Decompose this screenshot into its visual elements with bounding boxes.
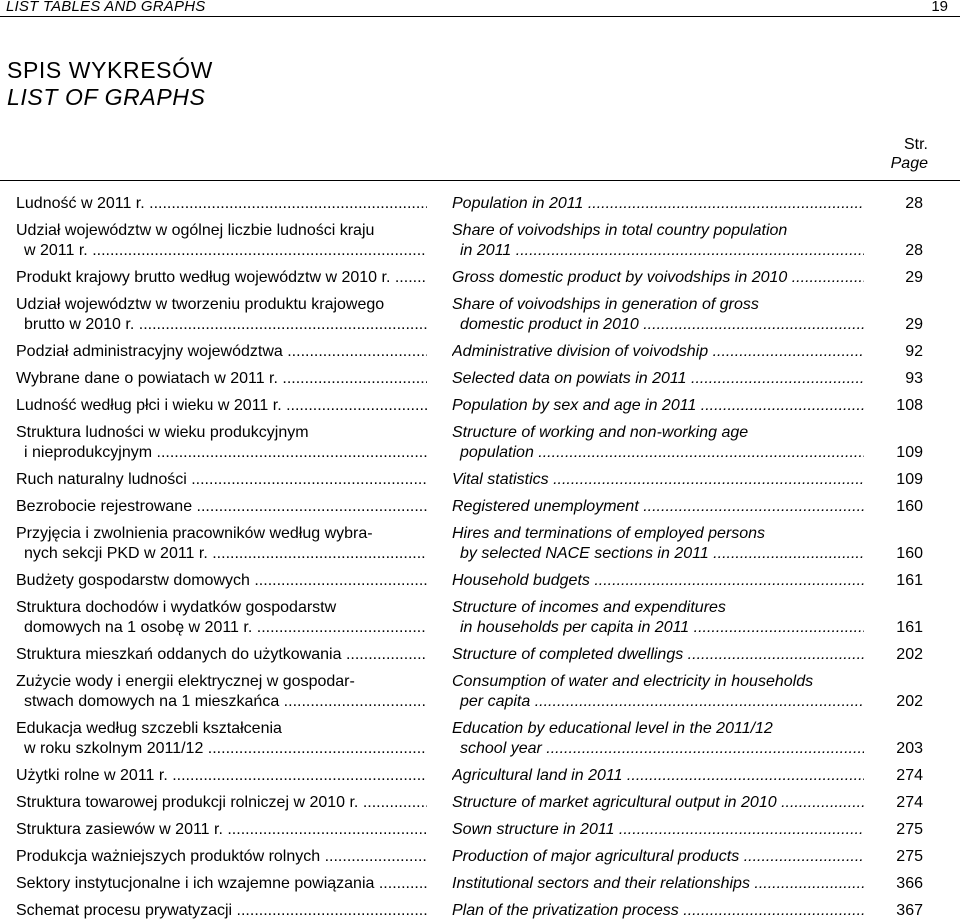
entry-line-english: Gross domestic product by voivodships in 2010 ..... (452, 268, 864, 288)
entry-line-polish: Podział administracyjny województwa ..... (16, 342, 427, 362)
entry-title-polish (0, 793, 427, 820)
entry-line-english: domestic product in 2010 ..... (452, 315, 864, 335)
entry-line-polish: Struktura dochodów i wydatków gospodarstw (16, 599, 337, 616)
entry-line-polish: Produkt krajowy brutto według województw w 2010 r. ..... (16, 268, 427, 288)
entry-title-polish (0, 497, 427, 524)
entry-line-polish: Sektory instytucjonalne i ich wzajemne powiązania ..... (16, 874, 427, 894)
entry-page-number: 275 (896, 848, 923, 865)
entry-page-number: 275 (896, 821, 923, 838)
entry-line-polish: Udział województw w ogólnej liczbie ludności kraju (16, 222, 375, 239)
entry-line-english: Share of voivodships in total country population (452, 222, 788, 239)
entry-page-number: 28 (905, 242, 923, 259)
entry-title-polish (0, 470, 427, 497)
entry-page-number: 28 (905, 195, 923, 212)
entry-title-polish (0, 268, 427, 295)
entry-line-english: Structure of working and non-working age (452, 424, 749, 441)
list-item[interactable] (0, 719, 960, 766)
entry-title-polish (0, 571, 427, 598)
entry-line-polish: w roku szkolnym 2011/12 ..... (16, 739, 427, 759)
entry-line-polish: Schemat procesu prywatyzacji ..... (16, 901, 427, 921)
entry-page-number: 109 (896, 444, 923, 461)
entry-page-number: 160 (896, 545, 923, 562)
page-column-label-english: Page (890, 155, 928, 172)
list-item[interactable] (0, 369, 960, 396)
entry-line-english: Structure of market agricultural output in 2010 ..... (452, 793, 864, 813)
entry-line-english: Vital statistics ..... (452, 470, 864, 490)
list-item[interactable] (0, 672, 960, 719)
entry-title-english (427, 645, 864, 672)
list-item[interactable] (0, 470, 960, 497)
entry-title-polish (0, 396, 427, 423)
entry-title-polish (0, 645, 427, 672)
list-item[interactable] (0, 820, 960, 847)
entry-line-english: Share of voivodships in generation of gross (452, 296, 759, 313)
entry-title-polish (0, 598, 427, 645)
entry-title-english (427, 295, 864, 342)
entry-line-polish: Struktura towarowej produkcji rolniczej w 2010 r. ..... (16, 793, 427, 813)
entry-line-english: by selected NACE sections in 2011 ..... (452, 544, 864, 564)
entry-line-polish: Ludność w 2011 r. ..... (16, 194, 427, 214)
entry-title-english (427, 342, 864, 369)
entry-page-number: 161 (896, 619, 923, 636)
entry-title-polish (0, 194, 427, 221)
list-item[interactable] (0, 342, 960, 369)
entry-title-english (427, 194, 864, 221)
entry-title-polish (0, 221, 427, 268)
entry-title-english (427, 672, 864, 719)
entry-title-polish (0, 423, 427, 470)
entry-line-polish: Użytki rolne w 2011 r. ..... (16, 766, 427, 786)
entry-line-english: Population in 2011 ..... (452, 194, 864, 214)
entry-title-english (427, 268, 864, 295)
entry-line-polish: Wybrane dane o powiatach w 2011 r. ..... (16, 369, 427, 389)
entry-line-english: Production of major agricultural products ..... (452, 847, 864, 867)
list-item[interactable] (0, 645, 960, 672)
list-item[interactable] (0, 396, 960, 423)
entry-title-polish (0, 295, 427, 342)
entry-line-polish: i nieprodukcyjnym ..... (16, 443, 427, 463)
entry-line-polish: nych sekcji PKD w 2011 r. ..... (16, 544, 427, 564)
entry-line-polish: Udział województw w tworzeniu produktu krajowego (16, 296, 385, 313)
entry-page-number: 366 (896, 875, 923, 892)
entry-line-polish: Budżety gospodarstw domowych ..... (16, 571, 427, 591)
page-title-english: LIST OF GRAPHS (7, 84, 206, 110)
entry-title-english (427, 396, 864, 423)
list-item[interactable] (0, 268, 960, 295)
entry-title-polish (0, 874, 427, 901)
entry-title-polish (0, 369, 427, 396)
entry-line-english: school year ..... (452, 739, 864, 759)
entry-title-english (427, 221, 864, 268)
entry-line-english: Plan of the privatization process ..... (452, 901, 864, 921)
entry-line-polish: brutto w 2010 r. ..... (16, 315, 427, 335)
entry-title-english (427, 847, 864, 874)
entry-title-english (427, 793, 864, 820)
entry-line-english: Selected data on powiats in 2011 ..... (452, 369, 864, 389)
list-item[interactable] (0, 194, 960, 221)
entry-line-english: Registered unemployment ..... (452, 497, 864, 517)
entry-line-polish: domowych na 1 osobę w 2011 r. ..... (16, 618, 427, 638)
entry-title-english (427, 423, 864, 470)
entry-page-number: 367 (896, 902, 923, 919)
entry-page-number: 203 (896, 740, 923, 757)
column-header-rule (0, 180, 960, 181)
entry-title-english (427, 719, 864, 766)
entry-title-english (427, 766, 864, 793)
entry-title-polish (0, 719, 427, 766)
entry-line-english: Population by sex and age in 2011 ..... (452, 396, 864, 416)
entry-page-number: 108 (896, 397, 923, 414)
entry-page-number: 274 (896, 767, 923, 784)
list-item[interactable] (0, 423, 960, 470)
entry-title-polish (0, 820, 427, 847)
entry-line-polish: w 2011 r. ..... (16, 241, 427, 261)
entry-page-number: 109 (896, 471, 923, 488)
entry-line-polish: Ruch naturalny ludności ..... (16, 470, 427, 490)
entry-line-english: in households per capita in 2011 ..... (452, 618, 864, 638)
running-header (0, 0, 960, 17)
list-item[interactable] (0, 598, 960, 645)
entry-line-polish: Struktura zasiewów w 2011 r. ..... (16, 820, 427, 840)
page-title-polish: SPIS WYKRESÓW (7, 57, 213, 83)
page-column-label-polish: Str. (903, 136, 928, 153)
entry-line-english: Agricultural land in 2011 ..... (452, 766, 864, 786)
entry-title-polish (0, 342, 427, 369)
entry-title-english (427, 571, 864, 598)
entry-line-polish: Struktura ludności w wieku produkcyjnym (16, 424, 309, 441)
list-item[interactable] (0, 766, 960, 793)
entry-line-polish: Przyjęcia i zwolnienia pracowników według wybra- (16, 525, 373, 542)
list-item[interactable] (0, 901, 960, 922)
entry-line-english: Structure of incomes and expenditures (452, 599, 726, 616)
entry-title-polish (0, 524, 427, 571)
entry-line-english: Hires and terminations of employed persons (452, 525, 766, 542)
entry-page-number: 29 (905, 316, 923, 333)
entry-title-english (427, 874, 864, 901)
entry-line-english: population ..... (452, 443, 864, 463)
running-header-title: LIST TABLES AND GRAPHS (6, 0, 206, 15)
entry-title-english (427, 598, 864, 645)
entry-page-number: 29 (905, 269, 923, 286)
entry-page-number: 160 (896, 498, 923, 515)
list-item[interactable] (0, 847, 960, 874)
entry-page-number: 161 (896, 572, 923, 589)
entry-title-polish (0, 847, 427, 874)
entry-line-english: Household budgets ..... (452, 571, 864, 591)
entry-line-english: in 2011 ..... (452, 241, 864, 261)
entry-page-number: 92 (905, 343, 923, 360)
entry-title-english (427, 524, 864, 571)
entry-title-english (427, 470, 864, 497)
entry-line-english: per capita ..... (452, 692, 864, 712)
entry-page-number: 274 (896, 794, 923, 811)
entry-line-english: Institutional sectors and their relationships ..... (452, 874, 864, 894)
entry-page-number: 93 (905, 370, 923, 387)
entry-title-polish (0, 901, 427, 922)
entry-title-english (427, 497, 864, 524)
entry-title-polish (0, 766, 427, 793)
graph-list (0, 194, 960, 922)
entry-page-number: 202 (896, 693, 923, 710)
entry-line-english: Structure of completed dwellings ..... (452, 645, 864, 665)
entry-line-english: Education by educational level in the 2011/12 (452, 720, 773, 737)
page-number: 19 (931, 0, 948, 15)
entry-line-polish: Produkcja ważniejszych produktów rolnych ..... (16, 847, 427, 867)
entry-page-number: 202 (896, 646, 923, 663)
list-item[interactable] (0, 874, 960, 901)
entry-line-polish: stwach domowych na 1 mieszkańca ..... (16, 692, 427, 712)
entry-line-english: Consumption of water and electricity in households (452, 673, 814, 690)
entry-title-english (427, 369, 864, 396)
entry-line-english: Administrative division of voivodship ..... (452, 342, 864, 362)
entry-title-english (427, 820, 864, 847)
list-item[interactable] (0, 793, 960, 820)
entry-line-english: Sown structure in 2011 ..... (452, 820, 864, 840)
list-item[interactable] (0, 571, 960, 598)
list-item[interactable] (0, 497, 960, 524)
entry-line-polish: Ludność według płci i wieku w 2011 r. ..... (16, 396, 427, 416)
list-item[interactable] (0, 221, 960, 268)
entry-line-polish: Struktura mieszkań oddanych do użytkowania ..... (16, 645, 427, 665)
entry-line-polish: Bezrobocie rejestrowane ..... (16, 497, 427, 517)
entry-line-polish: Edukacja według szczebli kształcenia (16, 720, 282, 737)
entry-title-polish (0, 672, 427, 719)
list-item[interactable] (0, 524, 960, 571)
list-item[interactable] (0, 295, 960, 342)
entry-title-english (427, 901, 864, 922)
entry-line-polish: Zużycie wody i energii elektrycznej w gospodar- (16, 673, 355, 690)
